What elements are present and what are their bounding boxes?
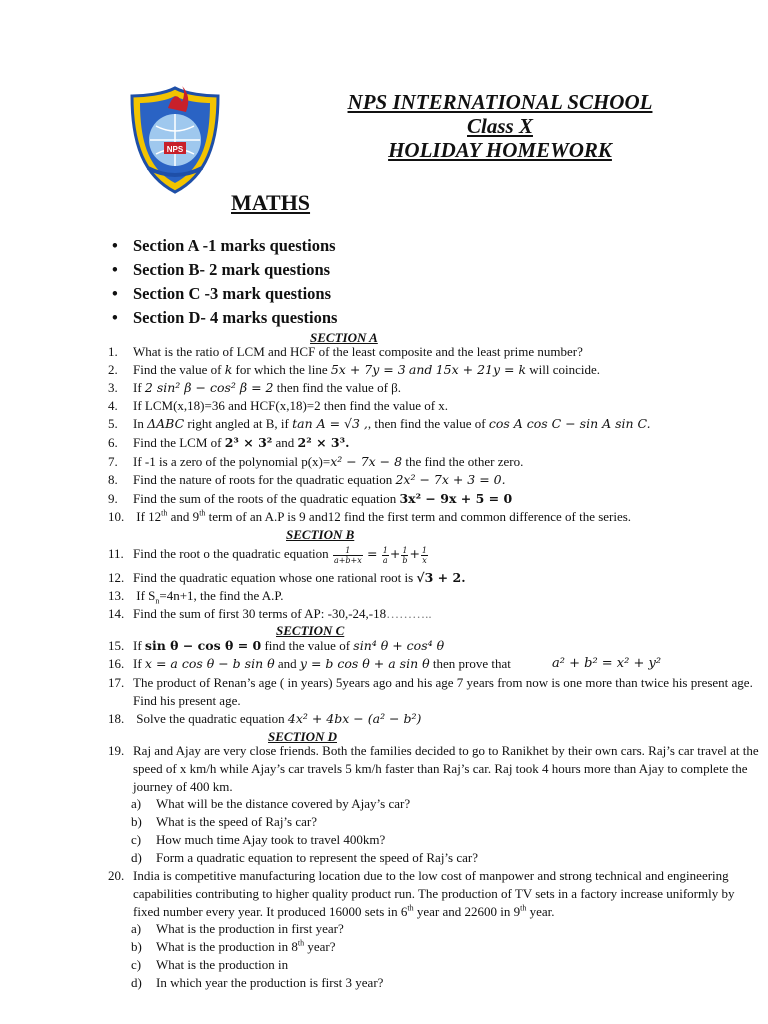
question-text: Solve the quadratic equation <box>136 711 285 726</box>
question-text: Find the root o the quadratic equation <box>133 546 329 561</box>
question-text: Find the nature of roots for the quadratic equation <box>133 472 393 487</box>
question-text: term of an A.P is 9 and12 find the first term and common difference of the series. <box>208 509 632 524</box>
question-text: year and 22600 in 9 <box>416 904 521 920</box>
section-b-heading: SECTION B <box>286 527 355 542</box>
question-text: Raj and Ajay are very close friends. Both the families decided to go to Ranikhet by their own cars. Raj’s car travel at the speed of x km/h while Ajay’s car travels 5 km/h faster than Raj’s car. Raj took 4 hours more than Ajay to complete the journey of 400 km. <box>133 743 759 795</box>
math-expression: 4x² + 4bx − (a² − b²) <box>287 711 422 726</box>
question-text: =4n+1, the find the A.P. <box>159 588 284 603</box>
question-number: 1. <box>108 344 118 359</box>
question-text: Find the sum of first 30 terms of AP: -30,-24,-18 <box>133 606 387 621</box>
overview-item: • Section B- 2 mark questions <box>112 260 337 284</box>
math-expression: 2x² − 7x + 3 = 0. <box>395 472 506 487</box>
question-9 <box>108 490 760 508</box>
question-text: If <box>133 638 142 653</box>
math-expression: ΔABC <box>147 416 185 431</box>
math-expression: √3 + 2. <box>416 570 466 585</box>
question-18 <box>108 710 760 728</box>
overview-item: • Section D- 4 marks questions <box>112 308 337 332</box>
subject-title: MATHS <box>231 190 311 215</box>
question-10 <box>108 508 760 526</box>
document-title: HOLIDAY HOMEWORK <box>388 138 612 162</box>
question-number: 10. <box>108 509 125 524</box>
sub-question: b) What is the production in 8th year? <box>131 938 336 954</box>
school-name: NPS INTERNATIONAL SCHOOL <box>347 90 653 114</box>
question-text: then find the value of β. <box>276 380 402 395</box>
overview-item: • Section C -3 mark questions <box>112 284 337 308</box>
question-text: find the value of <box>264 638 351 653</box>
math-expression: k <box>224 362 233 377</box>
math-expression: tan A = √3 , <box>292 416 368 431</box>
question-text: year. <box>529 904 555 920</box>
question-text: Find the LCM of <box>133 435 222 450</box>
logo-text: NPS <box>166 145 184 154</box>
question-number: 15. <box>108 638 125 653</box>
question-text: The product of Renan’s age ( in years) 5years ago and his age 7 years from now is one more than twice his present age. Find his present age. <box>133 675 753 709</box>
math-expression: sin⁴ θ + cos⁴ θ <box>353 638 445 653</box>
question-text: If LCM(x,18)=36 and HCF(x,18)=2 then find the value of x. <box>133 398 449 413</box>
question-text: and <box>277 656 297 671</box>
math-expression: 2² × 3³. <box>297 435 350 450</box>
overview-item: • Section A -1 marks questions <box>112 236 337 260</box>
question-19 <box>108 742 760 797</box>
question-5 <box>108 415 760 433</box>
question-number: 11. <box>108 546 124 561</box>
section-a-heading: SECTION A <box>310 330 378 345</box>
question-text: for which the line <box>235 362 328 377</box>
superscript: th <box>407 904 414 914</box>
sub-question: a) What is the production in first year? <box>131 921 344 936</box>
sub-question: c) What is the production in <box>131 957 289 972</box>
math-expression: = <box>367 546 378 561</box>
fraction: $\frac{1}{a}$ <box>382 545 388 565</box>
question-number: 16. <box>108 656 125 671</box>
question-number: 3. <box>108 380 118 395</box>
question-text: , then find the value of <box>367 416 486 431</box>
question-1 <box>108 343 760 361</box>
question-12 <box>108 569 760 587</box>
question-2 <box>108 361 760 379</box>
math-expression: 15x + 21y = k <box>435 362 527 377</box>
math-expression: and <box>408 362 433 377</box>
question-number: 12. <box>108 570 125 585</box>
question-number: 19. <box>108 743 125 758</box>
math-expression: cos A cos C − sin A sin C. <box>488 416 651 431</box>
question-text: the find the other zero. <box>405 454 524 469</box>
superscript: th <box>520 904 527 914</box>
sub-question: d) In which year the production is first 3 year? <box>131 975 384 990</box>
math-expression: x² − 7x − 8 <box>330 454 403 469</box>
math-expression: 3x² − 9x + 5 = 0 <box>399 491 513 506</box>
question-text: If <box>133 656 142 671</box>
question-number: 2. <box>108 362 118 377</box>
question-number: 6. <box>108 435 118 450</box>
question-text: will coincide. <box>529 362 601 377</box>
question-17 <box>108 674 760 710</box>
fraction: $\frac{1}{b}$ <box>402 545 408 565</box>
sub-question: a) What will be the distance covered by Ajay’s car? <box>131 796 411 811</box>
question-3 <box>108 379 760 397</box>
question-number: 18. <box>108 711 125 726</box>
superscript: th <box>161 508 168 518</box>
fraction: $\frac{1}{a+b+x}$ <box>333 545 362 565</box>
sections-overview-list <box>112 236 337 332</box>
question-number: 7. <box>108 454 118 469</box>
math-expression: 5x + 7y = 3 <box>330 362 406 377</box>
question-text: If S <box>136 588 156 603</box>
question-text: Find the sum of the roots of the quadratic equation <box>133 491 397 506</box>
math-expression: sin θ − cos θ = 0 <box>144 638 262 653</box>
sub-question: d) Form a quadratic equation to represent the speed of Raj’s car? <box>131 850 478 865</box>
question-7 <box>108 453 760 471</box>
question-text: If <box>133 380 142 395</box>
math-expression: 2³ × 3² <box>224 435 273 450</box>
question-number: 4. <box>108 398 118 413</box>
school-logo <box>126 84 224 196</box>
question-number: 8. <box>108 472 118 487</box>
question-number: 17. <box>108 675 125 690</box>
sub-question: c) How much time Ajay took to travel 400km? <box>131 832 386 847</box>
math-expression: + <box>389 546 401 561</box>
question-13 <box>108 587 760 605</box>
sub-question: b) What is the speed of Raj’s car? <box>131 814 317 829</box>
question-number: 20. <box>108 868 125 883</box>
section-c-heading: SECTION C <box>276 623 345 638</box>
question-6 <box>108 434 760 452</box>
section-d-heading: SECTION D <box>268 729 337 744</box>
subscript: n <box>155 596 160 606</box>
question-text: What is the ratio of LCM and HCF of the least composite and the least prime number? <box>133 344 583 359</box>
question-text: then prove that <box>432 656 511 671</box>
question-8 <box>108 471 760 489</box>
question-text: If -1 is a zero of the polynomial p(x)= <box>133 454 331 469</box>
fraction: $\frac{1}{x}$ <box>421 545 428 565</box>
question-text: ……….. <box>386 606 432 621</box>
question-16 <box>108 655 760 673</box>
question-14 <box>108 605 760 623</box>
question-number: 13. <box>108 588 125 603</box>
question-text: India is competitive manufacturing location due to the low cost of manpower and strong technical and engineering capabilities contributing to higher quality product run. The production of TV sets in a factory increase uniformly by fixed number every year. It produced 16000 sets in 6 <box>133 868 735 920</box>
superscript: th <box>199 508 206 518</box>
math-expression: x = a cos θ − b sin θ <box>144 656 275 671</box>
math-expression: 2 sin² β − cos² β = 2 <box>144 380 274 395</box>
math-expression: a² + b² = x² + y² <box>552 656 662 671</box>
question-text: and <box>275 435 295 450</box>
question-number: 14. <box>108 606 125 621</box>
question-15 <box>108 637 760 655</box>
question-20 <box>108 867 760 922</box>
question-number: 5. <box>108 416 118 431</box>
question-11 <box>108 545 760 565</box>
question-4 <box>108 397 760 415</box>
question-text: Find the value of <box>133 362 222 377</box>
question-text: right angled at B, if <box>187 416 289 431</box>
question-text: and 9 <box>170 509 200 524</box>
math-expression: + <box>409 546 420 561</box>
question-text: Find the quadratic equation whose one rational root is <box>133 570 414 585</box>
math-expression: y = b cos θ + a sin θ <box>299 656 430 671</box>
question-number: 9. <box>108 491 118 506</box>
question-text: In <box>133 416 144 431</box>
question-text: If 12 <box>136 509 162 524</box>
class-name: Class X <box>467 114 533 138</box>
